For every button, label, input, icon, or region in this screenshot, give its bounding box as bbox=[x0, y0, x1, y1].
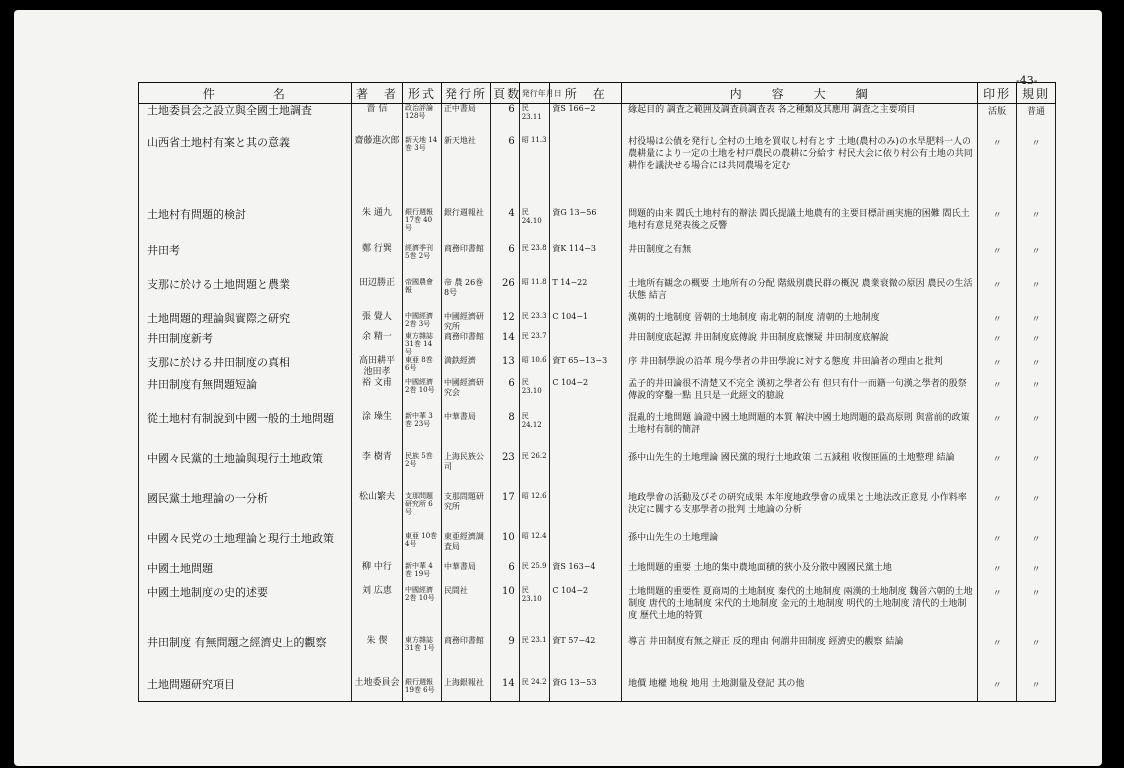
cell-author: 張 覺人 bbox=[351, 312, 402, 332]
cell-summary: 井田制度之有無 bbox=[622, 244, 978, 278]
cell-author: 齋藤進次郎 bbox=[351, 136, 402, 208]
header-form: 形式 bbox=[403, 83, 442, 104]
cell-print: 〃 bbox=[978, 678, 1017, 702]
cell-rule: 〃 bbox=[1017, 378, 1056, 412]
cell-form: 帝國農會報 bbox=[403, 278, 442, 312]
cell-summary: 緣起目的 調査之範囲及調査員調査表 各之種類及其應用 調査之主要項目 bbox=[622, 104, 978, 136]
cell-print: 〃 bbox=[978, 356, 1017, 378]
cell-date: 民 26.2 bbox=[519, 452, 550, 492]
cell-author: 松山繁夫 bbox=[351, 492, 402, 532]
cell-location bbox=[550, 412, 622, 452]
cell-form: 支那問題研究所 6号 bbox=[403, 492, 442, 532]
cell-title: 土地村有問題的検討 bbox=[139, 208, 352, 244]
header-rule: 規則 bbox=[1017, 83, 1056, 104]
cell-pages: 6 bbox=[491, 104, 520, 136]
cell-title: 井田制度新考 bbox=[139, 332, 352, 356]
cell-location: C 104−1 bbox=[550, 312, 622, 332]
cell-author bbox=[351, 532, 402, 562]
cell-location bbox=[550, 532, 622, 562]
cell-location: 資T 57−42 bbox=[550, 636, 622, 678]
cell-title: 支那に於ける井田制度の真相 bbox=[139, 356, 352, 378]
page-number: -43- bbox=[1016, 74, 1038, 87]
cell-rule: 〃 bbox=[1017, 636, 1056, 678]
cell-publisher: 帝 農 26巻 8号 bbox=[441, 278, 490, 312]
cell-publisher: 民間社 bbox=[441, 586, 490, 636]
cell-summary: 孫中山先生の土地理論 bbox=[622, 532, 978, 562]
cell-print: 活版 bbox=[978, 104, 1017, 136]
cell-pages: 6 bbox=[491, 136, 520, 208]
table-row bbox=[139, 636, 1056, 678]
cell-form: 銀行週報 17巻 40号 bbox=[403, 208, 442, 244]
cell-summary: 導言 井田制度有無之辯正 反的理由 何謂井田制度 經濟史的觀察 結論 bbox=[622, 636, 978, 678]
cell-print: 〃 bbox=[978, 636, 1017, 678]
cell-author: 朱 偰 bbox=[351, 636, 402, 678]
table-row bbox=[139, 562, 1056, 586]
cell-print: 〃 bbox=[978, 278, 1017, 312]
cell-title: 井田制度有無問題短論 bbox=[139, 378, 352, 412]
cell-date: 民 23.8 bbox=[519, 244, 550, 278]
cell-author: 啬 信 bbox=[351, 104, 402, 136]
cell-author: 土地委員会 bbox=[351, 678, 402, 702]
cell-date: 昭 12.4 bbox=[519, 532, 550, 562]
cell-summary: 土地所有観念の概要 土地所有の分配 階級別農民群の概況 農業衰微の原因 農民の生活状態 結言 bbox=[622, 278, 978, 312]
cell-summary: 序 井田制學說の沿革 現今學者の井田學說に対する態度 井田論者の理由と批判 bbox=[622, 356, 978, 378]
cell-location: 資S 166−2 bbox=[550, 104, 622, 136]
cell-location: 資S 163−4 bbox=[550, 562, 622, 586]
header-pages: 頁数 bbox=[491, 83, 520, 104]
cell-author: 李 樹青 bbox=[351, 452, 402, 492]
header-author: 著 者 bbox=[351, 83, 402, 104]
cell-location: T 14−22 bbox=[550, 278, 622, 312]
cell-rule: 〃 bbox=[1017, 332, 1056, 356]
cell-pages: 14 bbox=[491, 332, 520, 356]
cell-pages: 12 bbox=[491, 312, 520, 332]
cell-print: 〃 bbox=[978, 412, 1017, 452]
cell-summary: 井田制度底起源 井田制度底傳說 井田制度底懷疑 井田制度底解說 bbox=[622, 332, 978, 356]
table-row bbox=[139, 412, 1056, 452]
cell-publisher: 東亜經濟調査局 bbox=[441, 532, 490, 562]
header-date: 発行年月日 bbox=[519, 83, 550, 104]
cell-pages: 4 bbox=[491, 208, 520, 244]
cell-location: 資G 13−56 bbox=[550, 208, 622, 244]
cell-form: 中國經濟 2巻 10号 bbox=[403, 586, 442, 636]
cell-pages: 6 bbox=[491, 244, 520, 278]
header-summary: 内 容 大 綱 bbox=[622, 83, 978, 104]
cell-publisher: 上海銀報社 bbox=[441, 678, 490, 702]
cell-date: 民 23.11 bbox=[519, 104, 550, 136]
cell-publisher: 支那問題研究所 bbox=[441, 492, 490, 532]
cell-pages: 9 bbox=[491, 636, 520, 678]
cell-title: 從土地村有制說到中國一般的土地問題 bbox=[139, 412, 352, 452]
table-row bbox=[139, 492, 1056, 532]
cell-author: 裕 文甫 bbox=[351, 378, 402, 412]
cell-publisher: 中國經濟研究会 bbox=[441, 378, 490, 412]
cell-rule: 〃 bbox=[1017, 244, 1056, 278]
table-row bbox=[139, 332, 1056, 356]
cell-title: 山西省土地村有案と其の意義 bbox=[139, 136, 352, 208]
cell-date: 昭 11.3 bbox=[519, 136, 550, 208]
cell-location bbox=[550, 492, 622, 532]
cell-print: 〃 bbox=[978, 332, 1017, 356]
cell-title: 井田考 bbox=[139, 244, 352, 278]
cell-author: 鄭 行巽 bbox=[351, 244, 402, 278]
cell-summary: 村役場は公債を発行し全村の土地を買収し村有とす 土地(農村のみ)の水旱肥料一人の農耕量により一定の土地を村戸農民の農耕に分給す 村民大会に依り村公有土地の共同耕作を議決せる場合には共同農場を定む bbox=[622, 136, 978, 208]
cell-author: 柳 中行 bbox=[351, 562, 402, 586]
cell-summary: 地價 地權 地稅 地用 土地測量及登記 其の他 bbox=[622, 678, 978, 702]
cell-pages: 6 bbox=[491, 562, 520, 586]
cell-pages: 6 bbox=[491, 378, 520, 412]
cell-rule: 〃 bbox=[1017, 312, 1056, 332]
cell-title: 支那に於ける土地問題と農業 bbox=[139, 278, 352, 312]
cell-print: 〃 bbox=[978, 312, 1017, 332]
table-row bbox=[139, 136, 1056, 208]
table-row bbox=[139, 278, 1056, 312]
cell-pages: 26 bbox=[491, 278, 520, 312]
cell-publisher: 新天地社 bbox=[441, 136, 490, 208]
cell-rule: 〃 bbox=[1017, 562, 1056, 586]
header-publisher: 発行所 bbox=[441, 83, 490, 104]
cell-author: 余 精一 bbox=[351, 332, 402, 356]
cell-pages: 10 bbox=[491, 532, 520, 562]
cell-rule: 〃 bbox=[1017, 452, 1056, 492]
cell-author: 刘 広恵 bbox=[351, 586, 402, 636]
cell-print: 〃 bbox=[978, 532, 1017, 562]
cell-form: 銀行週報 19巻 6号 bbox=[403, 678, 442, 702]
cell-print: 〃 bbox=[978, 378, 1017, 412]
cell-date: 民 24.2 bbox=[519, 678, 550, 702]
cell-form: 中國經濟 2巻 10号 bbox=[403, 378, 442, 412]
cell-form: 政治評論 128号 bbox=[403, 104, 442, 136]
cell-location: 資T 65−13−3 bbox=[550, 356, 622, 378]
header-location: 所 在 bbox=[550, 83, 622, 104]
cell-print: 〃 bbox=[978, 492, 1017, 532]
cell-form: 民族 5巻 2号 bbox=[403, 452, 442, 492]
cell-summary: 孫中山先生的土地理論 國民黨的現行土地政策 二五減租 收復匪區的土地整理 結論 bbox=[622, 452, 978, 492]
table-header bbox=[139, 83, 1056, 104]
cell-form: 東亜 10巻 4号 bbox=[403, 532, 442, 562]
table-row bbox=[139, 208, 1056, 244]
cell-rule: 〃 bbox=[1017, 356, 1056, 378]
cell-publisher: 銀行週報社 bbox=[441, 208, 490, 244]
cell-form: 新天地 14巻 3号 bbox=[403, 136, 442, 208]
cell-rule: 〃 bbox=[1017, 678, 1056, 702]
cell-publisher: 商務印書館 bbox=[441, 244, 490, 278]
table-body bbox=[139, 104, 1056, 702]
cell-publisher: 中華書局 bbox=[441, 412, 490, 452]
cell-author: 朱 通九 bbox=[351, 208, 402, 244]
cell-publisher: 中國經濟研究所 bbox=[441, 312, 490, 332]
cell-form: 經濟季刊 5巻 2号 bbox=[403, 244, 442, 278]
cell-form: 新中華 3巻 23号 bbox=[403, 412, 442, 452]
cell-form: 中國經濟 2巻 3号 bbox=[403, 312, 442, 332]
cell-date: 昭 12.6 bbox=[519, 492, 550, 532]
cell-rule: 普通 bbox=[1017, 104, 1056, 136]
cell-title: 井田制度 有無問題之經濟史上的觀察 bbox=[139, 636, 352, 678]
table-row bbox=[139, 678, 1056, 702]
cell-pages: 23 bbox=[491, 452, 520, 492]
table-row bbox=[139, 356, 1056, 378]
cell-author: 田辺勝正 bbox=[351, 278, 402, 312]
cell-summary: 土地問題的重要 土地的集中農地面積的狹小及分散中國國民黨土地 bbox=[622, 562, 978, 586]
table-row bbox=[139, 244, 1056, 278]
cell-location bbox=[550, 452, 622, 492]
cell-rule: 〃 bbox=[1017, 412, 1056, 452]
cell-location: C 104−2 bbox=[550, 586, 622, 636]
cell-title: 中國々民黨的土地論與現行土地政策 bbox=[139, 452, 352, 492]
cell-publisher: 商務印書館 bbox=[441, 636, 490, 678]
cell-rule: 〃 bbox=[1017, 586, 1056, 636]
cell-date: 民 24.10 bbox=[519, 208, 550, 244]
cell-pages: 17 bbox=[491, 492, 520, 532]
cell-location: C 104−2 bbox=[550, 378, 622, 412]
bibliography-table bbox=[138, 82, 1056, 702]
table-row bbox=[139, 378, 1056, 412]
cell-pages: 10 bbox=[491, 586, 520, 636]
table-row bbox=[139, 586, 1056, 636]
cell-pages: 8 bbox=[491, 412, 520, 452]
cell-date: 民 23.7 bbox=[519, 332, 550, 356]
cell-form: 新中華 4巻 19号 bbox=[403, 562, 442, 586]
cell-pages: 14 bbox=[491, 678, 520, 702]
cell-form: 東方雜誌 31巻 14号 bbox=[403, 332, 442, 356]
cell-summary: 孟子的井田論很不清楚又不完全 漢初之學者公有 但只有什一而籍一句漢之學者的殷祭傳說的穿鑿一點 且只是一此經文的臆說 bbox=[622, 378, 978, 412]
cell-print: 〃 bbox=[978, 452, 1017, 492]
cell-title: 中國々民党の土地理論と現行土地政策 bbox=[139, 532, 352, 562]
header-title: 件 名 bbox=[139, 83, 352, 104]
cell-title: 土地問題的理論與實際之研究 bbox=[139, 312, 352, 332]
cell-title: 土地問題研究項目 bbox=[139, 678, 352, 702]
cell-print: 〃 bbox=[978, 136, 1017, 208]
cell-summary: 土地問題的重要性 夏商周的土地制度 秦代的土地制度 兩漢的土地制度 魏晉六朝的土地制度 唐代的土地制度 宋代的土地制度 金元的土地制度 明代的土地制度 清代的土地制度 歷代土地的特質 bbox=[622, 586, 978, 636]
cell-rule: 〃 bbox=[1017, 136, 1056, 208]
cell-publisher: 商務印書館 bbox=[441, 332, 490, 356]
table-row bbox=[139, 104, 1056, 136]
table-row bbox=[139, 312, 1056, 332]
cell-location bbox=[550, 136, 622, 208]
cell-publisher: 上海民族公司 bbox=[441, 452, 490, 492]
table-row bbox=[139, 532, 1056, 562]
cell-rule: 〃 bbox=[1017, 532, 1056, 562]
cell-title: 土地委員会之設立與全國土地調査 bbox=[139, 104, 352, 136]
cell-rule: 〃 bbox=[1017, 492, 1056, 532]
cell-title: 中國土地問題 bbox=[139, 562, 352, 586]
cell-rule: 〃 bbox=[1017, 208, 1056, 244]
cell-print: 〃 bbox=[978, 208, 1017, 244]
cell-date: 昭 11.8 bbox=[519, 278, 550, 312]
cell-print: 〃 bbox=[978, 562, 1017, 586]
cell-rule: 〃 bbox=[1017, 278, 1056, 312]
header-print: 印形 bbox=[978, 83, 1017, 104]
cell-print: 〃 bbox=[978, 244, 1017, 278]
cell-location bbox=[550, 332, 622, 356]
cell-date: 昭 10.6 bbox=[519, 356, 550, 378]
cell-publisher: 中華書局 bbox=[441, 562, 490, 586]
cell-date: 民 25.9 bbox=[519, 562, 550, 586]
cell-print: 〃 bbox=[978, 586, 1017, 636]
cell-date: 民 24.12 bbox=[519, 412, 550, 452]
cell-date: 民 23.3 bbox=[519, 312, 550, 332]
cell-author: 高田耕平 池田孝 bbox=[351, 356, 402, 378]
cell-publisher: 正中書局 bbox=[441, 104, 490, 136]
cell-form: 東亜 8巻 6号 bbox=[403, 356, 442, 378]
cell-summary: 問題的由来 閻氏土地村有的辦法 閻氏提議土地農有的主要目標計画実施的困難 閻氏土地村有意見発表後之反響 bbox=[622, 208, 978, 244]
cell-form: 東方雜誌 31巻 1号 bbox=[403, 636, 442, 678]
cell-publisher: 満鉄經濟 bbox=[441, 356, 490, 378]
cell-date: 民 23.1 bbox=[519, 636, 550, 678]
cell-summary: 混亂的土地問題 論證中國土地問題的本質 解決中國土地問題的最高原則 與當前的政策 土地村有制的簡評 bbox=[622, 412, 978, 452]
table-row bbox=[139, 452, 1056, 492]
cell-date: 民 23.10 bbox=[519, 586, 550, 636]
cell-title: 中國土地制度の史的述要 bbox=[139, 586, 352, 636]
cell-location: 資K 114−3 bbox=[550, 244, 622, 278]
cell-title: 國民黨土地理論の一分析 bbox=[139, 492, 352, 532]
cell-location: 資G 13−53 bbox=[550, 678, 622, 702]
cell-pages: 13 bbox=[491, 356, 520, 378]
cell-summary: 地政學會の活動及びその研究成果 本年度地政學會の成果と土地法改正意見 小作料率決定に關する支那學者の批判 土地論の分析 bbox=[622, 492, 978, 532]
cell-date: 民 23.10 bbox=[519, 378, 550, 412]
cell-summary: 漢朝的土地制度 晉朝的土地制度 南北朝的制度 清朝的土地制度 bbox=[622, 312, 978, 332]
cell-author: 涂 璪生 bbox=[351, 412, 402, 452]
